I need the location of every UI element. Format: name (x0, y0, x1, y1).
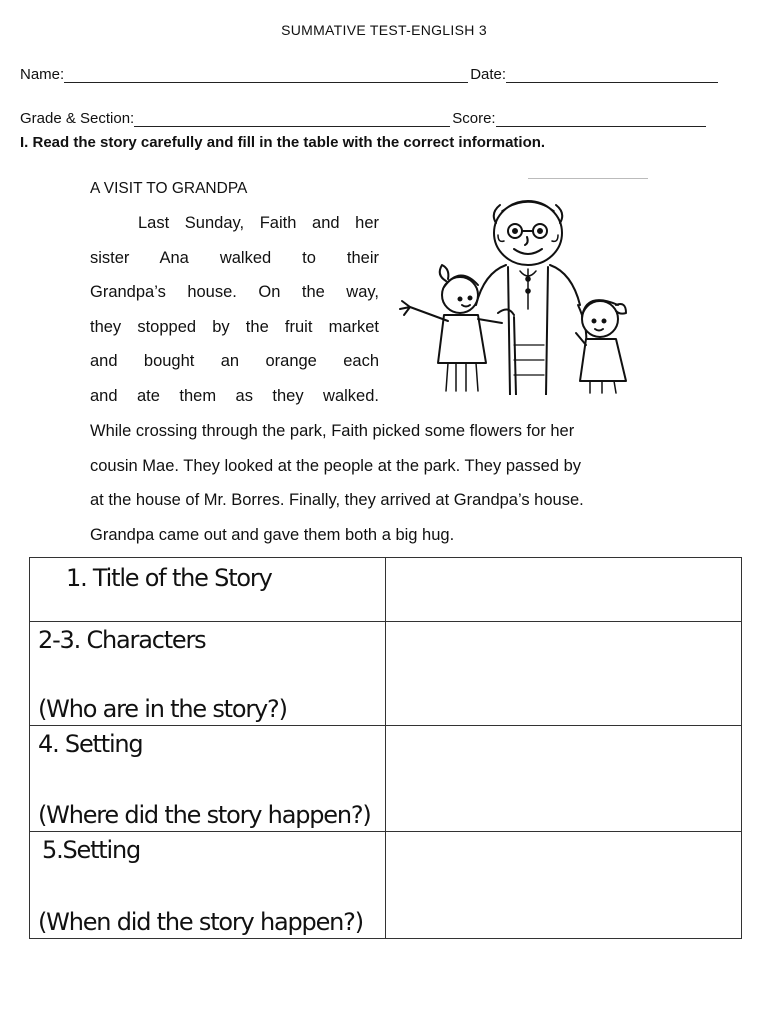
story-line: they stopped by the fruit market (90, 317, 379, 336)
divider (528, 178, 648, 179)
setting-where-question: (Where did the story happen?) (38, 800, 371, 829)
story-text-full (90, 414, 690, 552)
setting-when-label: 5.Setting (42, 835, 141, 864)
score-field-line[interactable] (496, 112, 706, 127)
date-field-line[interactable] (506, 68, 718, 83)
row-label (30, 558, 386, 622)
answer-cell-characters[interactable] (386, 622, 742, 726)
setting-where-label: 4. Setting (38, 730, 143, 759)
table-row (30, 558, 742, 622)
setting-when-question: (When did the story happen?) (38, 908, 363, 936)
story-line: Grandpa came out and gave them both a big hug. (90, 525, 455, 544)
story-text-beside-image (90, 206, 379, 414)
table-row (30, 726, 742, 831)
story-line: at the house of Mr. Borres. Finally, they arrived at Grandpa’s house. (90, 491, 584, 510)
score-label: Score: (452, 110, 496, 127)
row-label (30, 622, 386, 726)
characters-question: (Who are in the story?) (38, 695, 287, 724)
row-label (30, 726, 386, 831)
story-line: and ate them as they walked. (90, 386, 379, 405)
answer-cell-setting-when[interactable] (386, 831, 742, 938)
table-row (30, 622, 742, 726)
grade-score-row (20, 110, 746, 127)
row-label (30, 831, 386, 938)
date-label: Date: (470, 66, 507, 83)
story-line: and bought an orange each (90, 352, 379, 371)
story-title: A VISIT TO GRANDPA (90, 180, 248, 197)
name-date-row (20, 66, 746, 83)
story-line: Last Sunday, Faith and her (138, 214, 379, 232)
answer-table (29, 557, 742, 939)
story-line: cousin Mae. They looked at the people at the park. They passed by (90, 456, 582, 475)
table-row (30, 831, 742, 938)
grandpa-with-two-girls-illustration (390, 195, 645, 395)
answer-cell-title[interactable] (386, 558, 742, 622)
name-label: Name: (20, 66, 65, 83)
instructions: I. Read the story carefully and fill in the table with the correct information. (20, 134, 546, 151)
grade-section-field-line[interactable] (134, 112, 450, 127)
characters-label: 2-3. Characters (38, 626, 206, 655)
title-of-story-label: 1. Title of the Story (66, 564, 272, 592)
page-title: SUMMATIVE TEST-ENGLISH 3 (281, 22, 487, 38)
answer-cell-setting-where[interactable] (386, 726, 742, 831)
grade-section-label: Grade & Section: (20, 110, 135, 127)
story-line: Grandpa’s house. On the way, (90, 283, 379, 302)
story-line: While crossing through the park, Faith picked some flowers for her (90, 422, 575, 440)
story-line: sister Ana walked to their (90, 248, 379, 267)
name-field-line[interactable] (64, 68, 468, 83)
